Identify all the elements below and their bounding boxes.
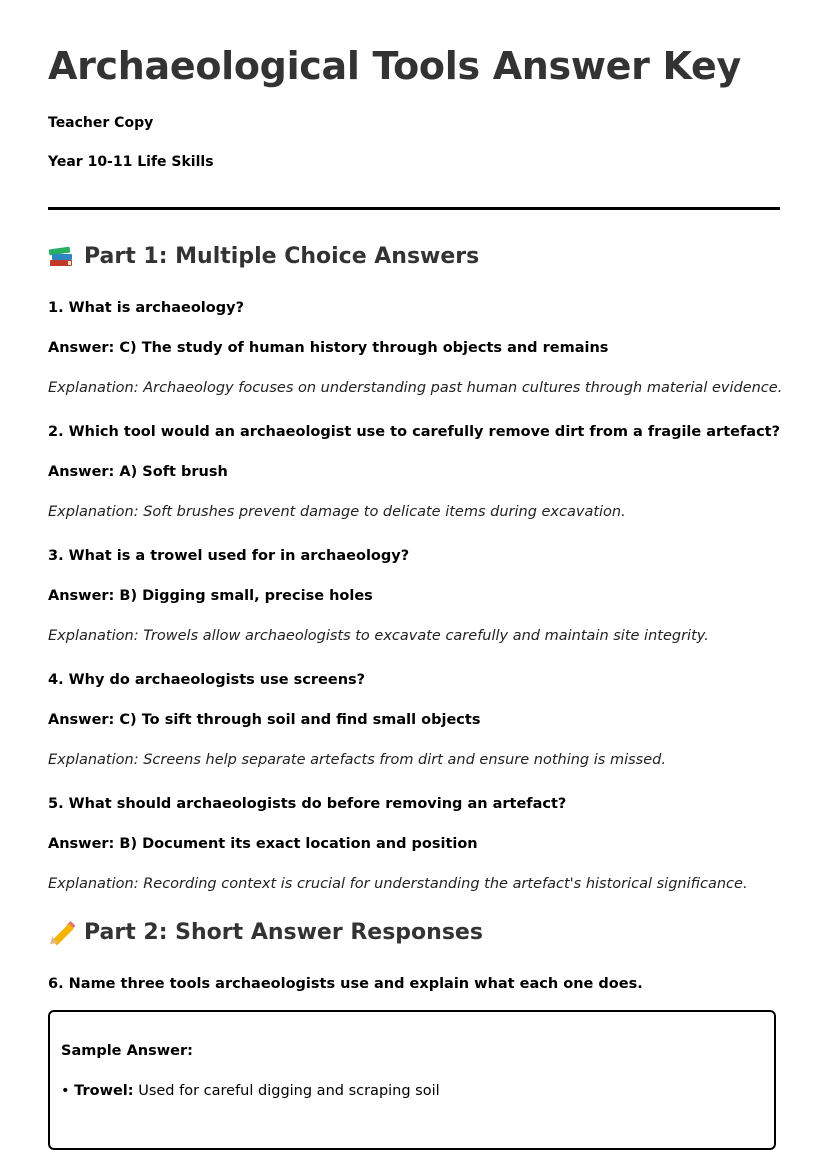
explanation-4: Explanation: Screens help separate artefacts from dirt and ensure nothing is missed. bbox=[48, 752, 666, 768]
tool-description: Used for careful digging and scraping soil bbox=[138, 1083, 440, 1099]
tool-term: Trowel: bbox=[74, 1083, 134, 1099]
header-divider bbox=[48, 207, 780, 210]
teacher-copy-label: Teacher Copy bbox=[48, 115, 154, 131]
explanation-3: Explanation: Trowels allow archaeologists to excavate carefully and maintain site integrity. bbox=[48, 628, 709, 644]
question-3: 3. What is a trowel used for in archaeology? bbox=[48, 548, 410, 564]
answer-2: Answer: A) Soft brush bbox=[48, 464, 228, 480]
explanation-1: Explanation: Archaeology focuses on understanding past human cultures through material evidence. bbox=[48, 380, 783, 396]
answer-5: Answer: B) Document its exact location and position bbox=[48, 836, 478, 852]
part2-heading bbox=[48, 920, 483, 945]
answer-3: Answer: B) Digging small, precise holes bbox=[48, 588, 373, 604]
explanation-2: Explanation: Soft brushes prevent damage to delicate items during excavation. bbox=[48, 504, 626, 520]
sample-answer-title: Sample Answer: bbox=[61, 1043, 193, 1059]
answer-4: Answer: C) To sift through soil and find small objects bbox=[48, 712, 481, 728]
answer-1: Answer: C) The study of human history through objects and remains bbox=[48, 340, 609, 356]
pencil-icon bbox=[48, 921, 76, 945]
question-4: 4. Why do archaeologists use screens? bbox=[48, 672, 366, 688]
year-level-label: Year 10-11 Life Skills bbox=[48, 154, 214, 170]
page-title: Archaeological Tools Answer Key bbox=[48, 44, 741, 88]
sample-answer-box bbox=[48, 1010, 776, 1150]
bullet: • bbox=[61, 1083, 70, 1099]
part2-heading-text: Part 2: Short Answer Responses bbox=[84, 920, 483, 945]
books-icon bbox=[48, 245, 76, 269]
question-2: 2. Which tool would an archaeologist use to carefully remove dirt from a fragile artefact? bbox=[48, 424, 781, 440]
part1-heading-text: Part 1: Multiple Choice Answers bbox=[84, 244, 480, 269]
explanation-5: Explanation: Recording context is crucial for understanding the artefact's historical significance. bbox=[48, 876, 748, 892]
question-5: 5. What should archaeologists do before removing an artefact? bbox=[48, 796, 567, 812]
question-1: 1. What is archaeology? bbox=[48, 300, 244, 316]
sample-answer-item bbox=[61, 1083, 440, 1099]
question-6: 6. Name three tools archaeologists use and explain what each one does. bbox=[48, 976, 643, 992]
part1-heading bbox=[48, 244, 479, 269]
